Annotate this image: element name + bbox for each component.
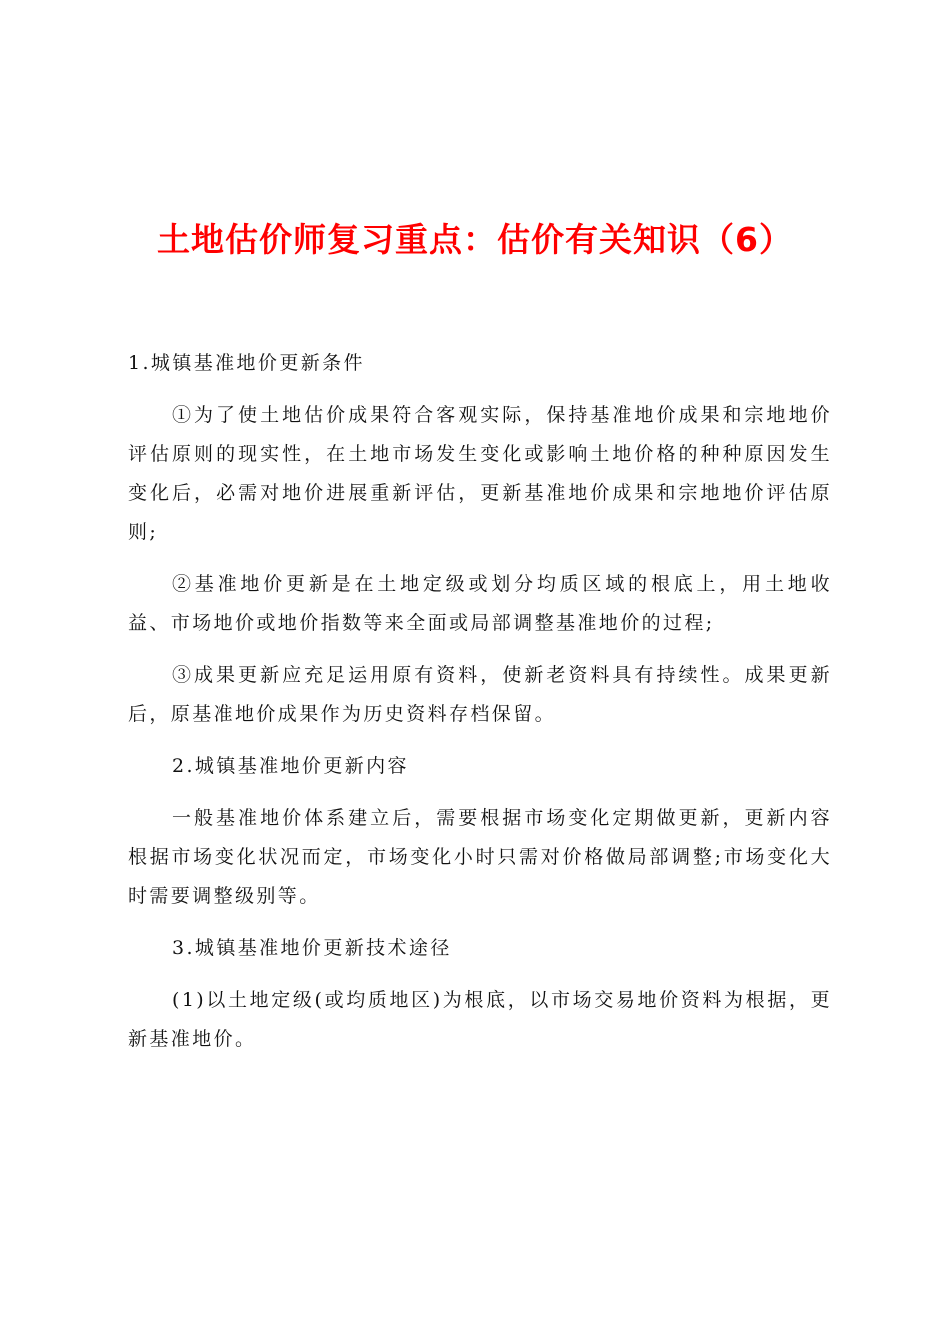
- section-heading-2: 2.城镇基准地价更新内容: [172, 755, 409, 777]
- document-body: [128, 344, 832, 1072]
- section-heading-1: 1.城镇基准地价更新条件: [128, 352, 365, 374]
- paragraph-condition-1: ①为了使土地估价成果符合客观实际，保持基准地价成果和宗地地价评估原则的现实性，在土地市场发生变化或影响土地价格的种种原因发生变化后，必需对地价进展重新评估，更新基准地价成果和宗地地价评估原则;: [128, 404, 832, 543]
- page-title: 土地估价师复习重点：估价有关知识（6）: [157, 220, 793, 259]
- paragraph-condition-3: ③成果更新应充足运用原有资料，使新老资料具有持续性。成果更新后，原基准地价成果作为历史资料存档保留。: [128, 664, 832, 725]
- paragraph-condition-2: ②基准地价更新是在土地定级或划分均质区域的根底上，用土地收益、市场地价或地价指数等来全面或局部调整基准地价的过程;: [128, 573, 832, 634]
- section-heading-3: 3.城镇基准地价更新技术途径: [172, 937, 452, 959]
- paragraph-update-content: 一般基准地价体系建立后，需要根据市场变化定期做更新，更新内容根据市场变化状况而定，市场变化小时只需对价格做局部调整;市场变化大时需要调整级别等。: [128, 807, 832, 907]
- paragraph-technique-1: (1)以土地定级(或均质地区)为根底，以市场交易地价资料为根据，更新基准地价。: [128, 989, 832, 1050]
